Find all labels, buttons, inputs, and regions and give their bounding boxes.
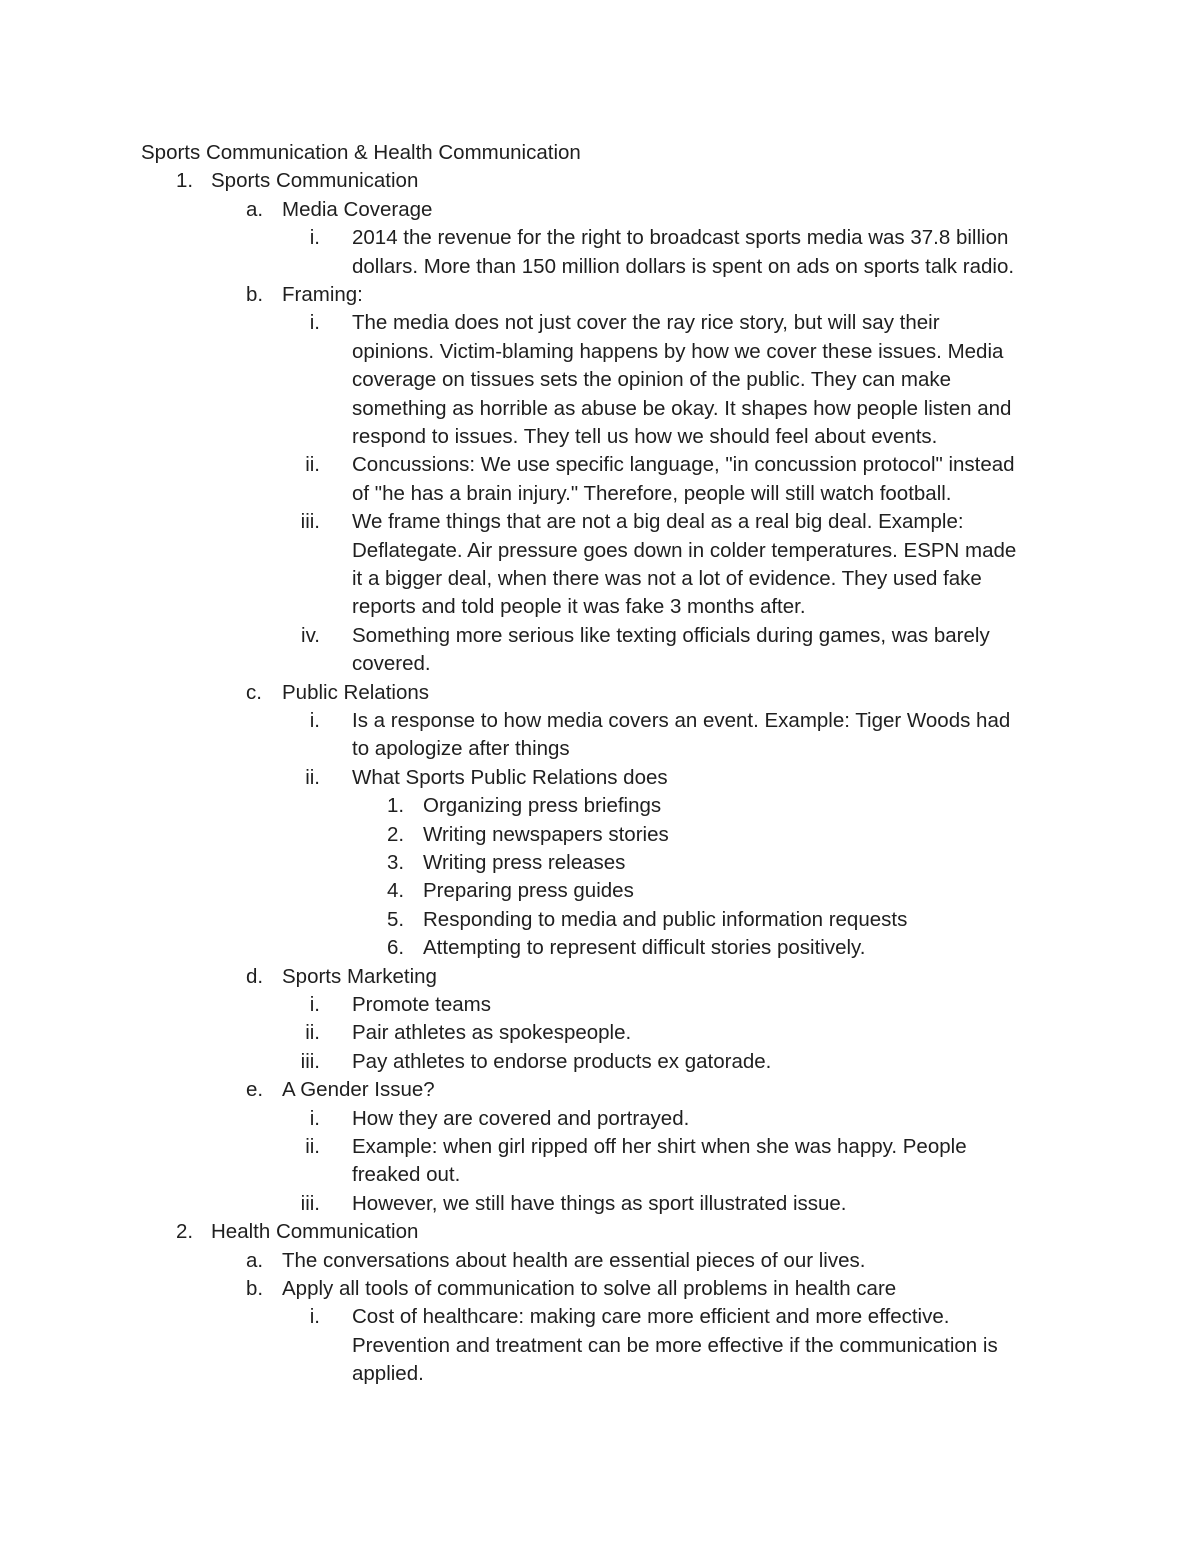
outline-item-level3 bbox=[0, 1048, 1200, 1076]
outline-item-level3 bbox=[0, 622, 1200, 650]
outline-item-level3 bbox=[0, 1190, 1200, 1218]
outline-item-level3 bbox=[0, 1332, 1200, 1360]
outline-item-level2 bbox=[0, 196, 1200, 224]
list-marker: iii. bbox=[300, 510, 320, 534]
outline-item-level3 bbox=[0, 1019, 1200, 1047]
outline-item-text: Organizing press briefings bbox=[423, 794, 662, 818]
outline-item-text: covered. bbox=[352, 652, 431, 676]
outline-item-level3 bbox=[0, 309, 1200, 337]
list-marker: b. bbox=[246, 283, 264, 306]
outline-item-text: Pair athletes as spokespeople. bbox=[352, 1021, 632, 1045]
outline-item-level3 bbox=[0, 565, 1200, 593]
outline-item-text: respond to issues. They tell us how we should feel about events. bbox=[352, 425, 938, 448]
document-title-text: Sports Communication & Health Communication bbox=[141, 141, 581, 164]
list-marker: i. bbox=[309, 226, 320, 250]
outline-item-text: Example: when girl ripped off her shirt when she was happy. People bbox=[352, 1135, 967, 1158]
list-marker: ii. bbox=[305, 453, 320, 477]
outline-item-text: to apologize after things bbox=[352, 737, 570, 761]
outline-item-text: coverage on tissues sets the opinion of the public. They can make bbox=[352, 368, 952, 392]
outline-item-level2 bbox=[0, 281, 1200, 309]
outline-item-level3 bbox=[0, 366, 1200, 394]
outline-item-level4 bbox=[0, 877, 1200, 905]
outline-item-text: applied. bbox=[352, 1362, 424, 1386]
outline-item-level3 bbox=[0, 480, 1200, 508]
outline-item-text: A Gender Issue? bbox=[282, 1078, 435, 1102]
outline-item-text: Apply all tools of communication to solve all problems in health care bbox=[282, 1277, 897, 1300]
list-marker: 4. bbox=[387, 879, 405, 903]
outline-item-level3 bbox=[0, 451, 1200, 479]
outline-item-text: freaked out. bbox=[352, 1163, 461, 1187]
outline-item-level3 bbox=[0, 1360, 1200, 1388]
outline-item-level4 bbox=[0, 849, 1200, 877]
outline-item-level1 bbox=[0, 167, 1200, 195]
outline-item-text: something as horrible as abuse be okay. It shapes how people listen and bbox=[352, 396, 1012, 420]
outline-item-text: Pay athletes to endorse products ex gatorade. bbox=[352, 1049, 772, 1073]
outline-item-level3 bbox=[0, 735, 1200, 763]
list-marker: iii. bbox=[300, 1049, 320, 1073]
outline-item-level3 bbox=[0, 1133, 1200, 1161]
list-marker: 5. bbox=[387, 907, 405, 931]
list-marker: a. bbox=[246, 1248, 264, 1272]
outline-item-level3 bbox=[0, 423, 1200, 451]
outline-item-level3 bbox=[0, 1161, 1200, 1189]
outline-item-text: Preparing press guides bbox=[423, 879, 634, 903]
outline-item-level3 bbox=[0, 224, 1200, 252]
list-marker: i. bbox=[309, 1305, 320, 1329]
outline-item-text: What Sports Public Relations does bbox=[352, 765, 668, 789]
list-marker: 2. bbox=[176, 1220, 194, 1244]
outline-item-level3 bbox=[0, 395, 1200, 423]
outline-item-level3 bbox=[0, 253, 1200, 281]
outline-item-text: it a bigger deal, when there was not a lot of evidence. They used fake bbox=[352, 567, 982, 590]
outline-item-level2 bbox=[0, 963, 1200, 991]
outline-item-text: Sports Marketing bbox=[282, 964, 437, 988]
outline-item-text: Health Communication bbox=[211, 1220, 419, 1244]
list-marker: 3. bbox=[387, 851, 405, 874]
outline-item-text: We frame things that are not a big deal as a real big deal. Example: bbox=[352, 510, 964, 534]
list-marker: ii. bbox=[305, 1135, 320, 1158]
outline-item-text: Is a response to how media covers an event. Example: Tiger Woods had bbox=[352, 709, 1011, 732]
outline-item-text: The conversations about health are essential pieces of our lives. bbox=[282, 1248, 866, 1272]
list-marker: iii. bbox=[300, 1191, 320, 1215]
outline-item-text: Attempting to represent difficult stories positively. bbox=[423, 936, 866, 960]
outline-item-level2 bbox=[0, 679, 1200, 707]
list-marker: i. bbox=[309, 311, 320, 335]
outline-item-text: Framing: bbox=[282, 283, 363, 306]
outline-item-text: How they are covered and portrayed. bbox=[352, 1106, 690, 1130]
outline-item-text: Promote teams bbox=[352, 993, 491, 1016]
list-marker: 6. bbox=[387, 936, 405, 960]
list-marker: a. bbox=[246, 197, 264, 221]
outline-item-text: reports and told people it was fake 3 months after. bbox=[352, 595, 806, 619]
list-marker: iv. bbox=[301, 623, 320, 647]
outline-item-text: Sports Communication bbox=[211, 169, 419, 193]
outline-item-level3 bbox=[0, 1105, 1200, 1133]
outline-item-level4 bbox=[0, 906, 1200, 934]
outline-item-level4 bbox=[0, 821, 1200, 849]
list-marker: i. bbox=[309, 709, 320, 732]
outline-item-level3 bbox=[0, 1303, 1200, 1331]
outline-item-level3 bbox=[0, 537, 1200, 565]
list-marker: 1. bbox=[176, 169, 194, 193]
outline-item-text: of "he has a brain injury." Therefore, people will still watch football. bbox=[352, 481, 952, 505]
outline-item-text: However, we still have things as sport illustrated issue. bbox=[352, 1191, 847, 1215]
outline-item-level4 bbox=[0, 792, 1200, 820]
list-marker: ii. bbox=[305, 765, 320, 789]
outline-item-text: Deflategate. Air pressure goes down in colder temperatures. ESPN made bbox=[352, 538, 1017, 562]
outline-item-text: Writing press releases bbox=[423, 851, 626, 874]
outline-item-level2 bbox=[0, 1275, 1200, 1303]
outline-item-level3 bbox=[0, 764, 1200, 792]
outline-item-text: 2014 the revenue for the right to broadcast sports media was 37.8 billion bbox=[352, 226, 1009, 250]
outline-item-level3 bbox=[0, 508, 1200, 536]
outline-item-text: Concussions: We use specific language, "in concussion protocol" instead bbox=[352, 453, 1015, 477]
list-marker: ii. bbox=[305, 1021, 320, 1045]
outline-item-level2 bbox=[0, 1247, 1200, 1275]
list-marker: b. bbox=[246, 1277, 264, 1300]
list-marker: 2. bbox=[387, 822, 405, 846]
outline-item-text: opinions. Victim-blaming happens by how we cover these issues. Media bbox=[352, 339, 1004, 363]
outline-item-text: Public Relations bbox=[282, 680, 429, 704]
outline-item-text: The media does not just cover the ray rice story, but will say their bbox=[352, 311, 940, 335]
outline-item-level3 bbox=[0, 593, 1200, 621]
list-marker: 1. bbox=[387, 794, 405, 818]
list-marker: c. bbox=[246, 680, 262, 704]
outline-item-level3 bbox=[0, 650, 1200, 678]
outline-item-text: dollars. More than 150 million dollars is spent on ads on sports talk radio. bbox=[352, 254, 1015, 278]
outline-item-level3 bbox=[0, 338, 1200, 366]
outline-item-text: Media Coverage bbox=[282, 197, 433, 221]
outline-item-level2 bbox=[0, 1076, 1200, 1104]
outline-item-level3 bbox=[0, 707, 1200, 735]
list-marker: i. bbox=[309, 993, 320, 1016]
outline-item-text: Prevention and treatment can be more effective if the communication is bbox=[352, 1333, 998, 1357]
list-marker: i. bbox=[309, 1106, 320, 1130]
outline-item-level1 bbox=[0, 1218, 1200, 1246]
outline-item-text: Cost of healthcare: making care more efficient and more effective. bbox=[352, 1305, 950, 1329]
document-title bbox=[0, 139, 1200, 167]
list-marker: d. bbox=[246, 964, 264, 988]
outline-item-level4 bbox=[0, 934, 1200, 962]
outline-item-level3 bbox=[0, 991, 1200, 1019]
outline-item-text: Writing newspapers stories bbox=[423, 822, 669, 846]
outline-item-text: Responding to media and public information requests bbox=[423, 907, 908, 931]
outline-item-text: Something more serious like texting officials during games, was barely bbox=[352, 623, 990, 647]
list-marker: e. bbox=[246, 1078, 264, 1102]
